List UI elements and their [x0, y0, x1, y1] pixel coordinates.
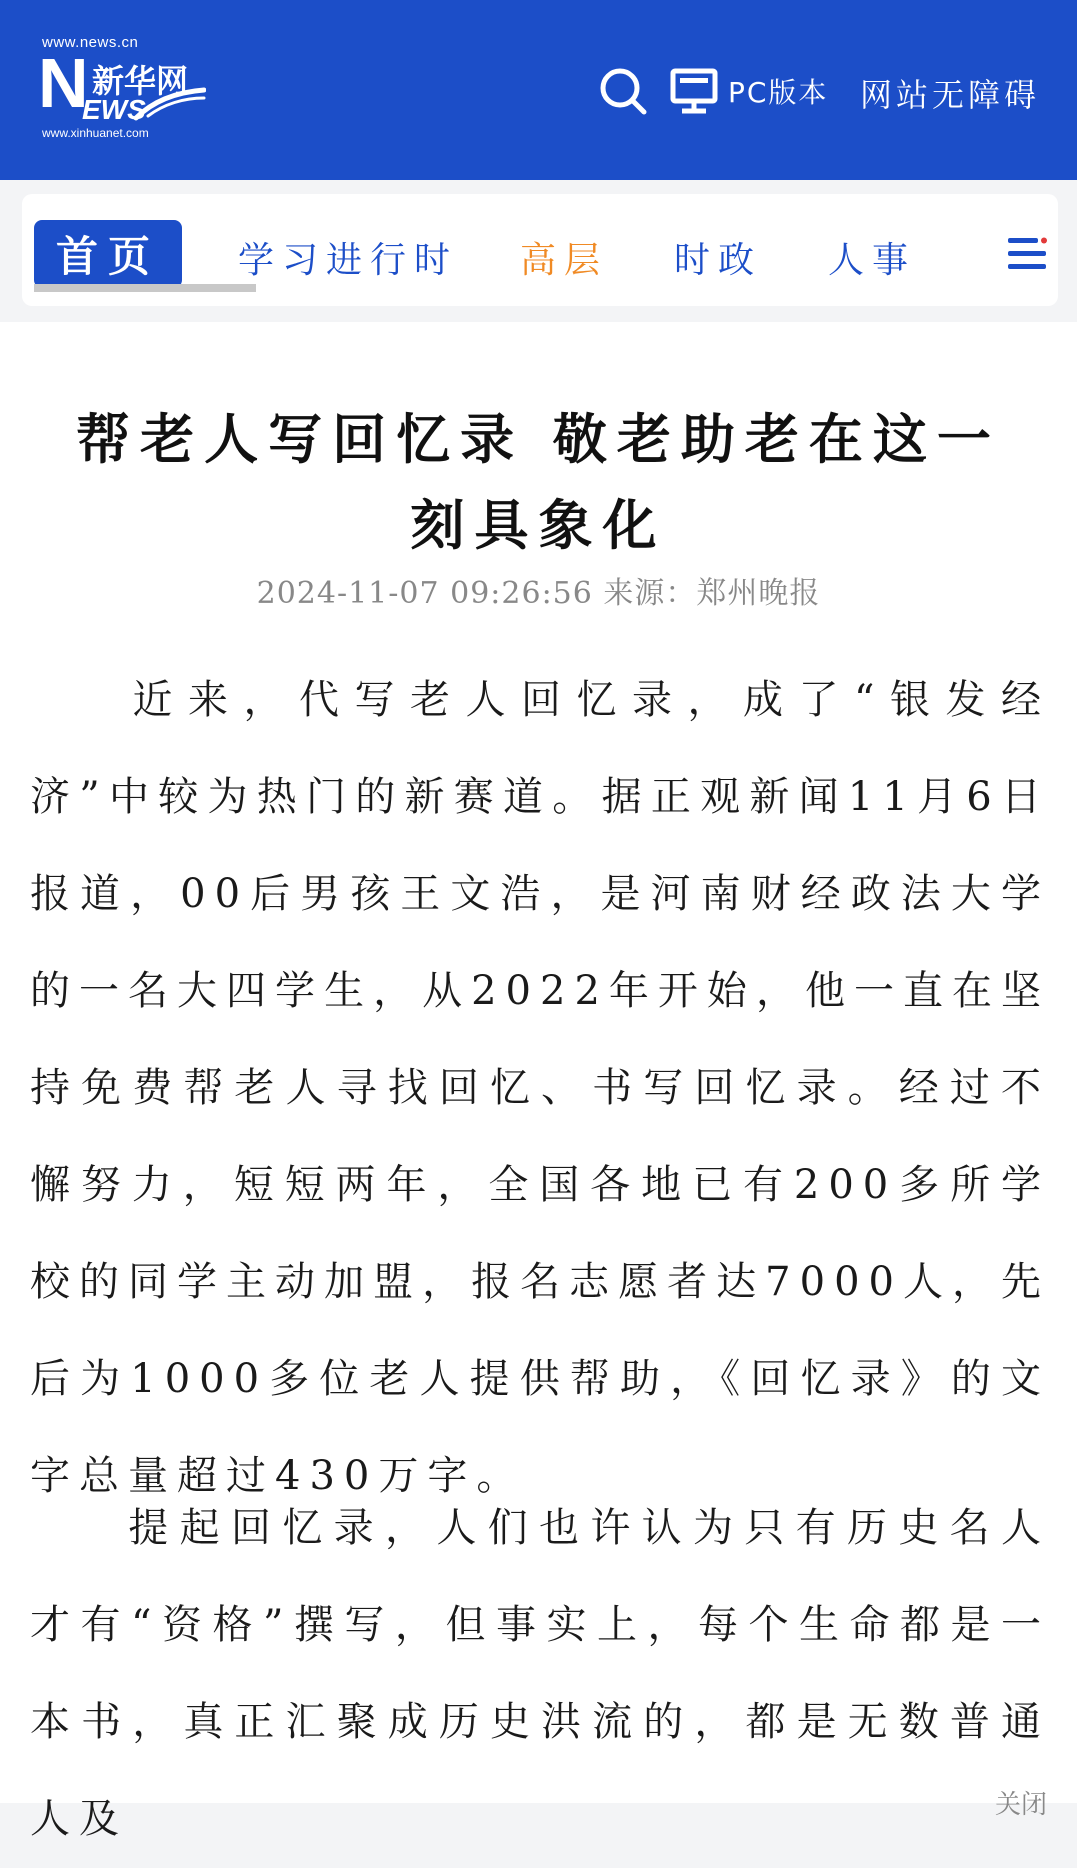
- nav-item-home[interactable]: 首页: [34, 220, 182, 288]
- search-icon: [598, 66, 648, 116]
- accessibility-link[interactable]: 网站无障碍: [860, 76, 1041, 114]
- logo-letter: N: [38, 44, 89, 122]
- nav-scroll-indicator: [34, 284, 256, 292]
- close-button[interactable]: 关闭: [994, 1790, 1047, 1820]
- article-paragraph: [30, 1480, 1050, 1868]
- article-paragraph: [30, 652, 1050, 1525]
- nav-item-leadership[interactable]: 高层: [520, 240, 609, 281]
- nav-item-personnel[interactable]: 人事: [828, 240, 917, 281]
- nav-item-politics[interactable]: 时政: [674, 240, 763, 281]
- paragraph-text: 提起回忆录，人们也许认为只有历史名人才有“资格”撰写，但事实上，每个生命都是一本书，真正汇聚成历史洪流的，都是无数普通人及: [30, 1505, 1050, 1842]
- nav-item-study[interactable]: 学习进行时: [238, 240, 459, 281]
- logo-url-top: www.news.cn: [42, 34, 139, 51]
- search-button[interactable]: [598, 66, 648, 116]
- logo-brand-en: EWS: [82, 94, 146, 125]
- channel-nav: [22, 194, 1058, 306]
- menu-button[interactable]: [1006, 234, 1050, 274]
- logo-url-bottom: www.xinhuanet.com: [42, 126, 149, 140]
- article-meta: 2024-11-07 09:26:56 来源：郑州晚报: [256, 576, 821, 611]
- menu-icon: [1006, 234, 1050, 274]
- paragraph-text: 近来，代写老人回忆录，成了“银发经济”中较为热门的新赛道。据正观新闻11月6日报道，00后男孩王文浩，是河南财经政法大学的一名大四学生，从2022年开始，他一直在坚持免费帮老人寻找回忆、书写回忆录。经过不懈努力，短短两年，全国各地已有200多所学校的同学主动加盟，报名志愿者达7000人，先后为1000多位老人提供帮助，《回忆录》的文字总量超过430万字。: [30, 677, 1050, 1499]
- logo-brand-cn: 新华网: [92, 62, 189, 100]
- article-title: 帮老人写回忆录 敬老助老在这一刻具象化: [76, 407, 1001, 558]
- site-header: [0, 0, 1077, 180]
- monitor-icon: [670, 68, 718, 114]
- pc-version-button[interactable]: [670, 66, 828, 116]
- logo-swoosh-icon: [134, 86, 206, 122]
- xinhua-logo[interactable]: [38, 34, 208, 144]
- pc-version-label: PC版本: [728, 76, 829, 109]
- article: [0, 322, 1077, 1842]
